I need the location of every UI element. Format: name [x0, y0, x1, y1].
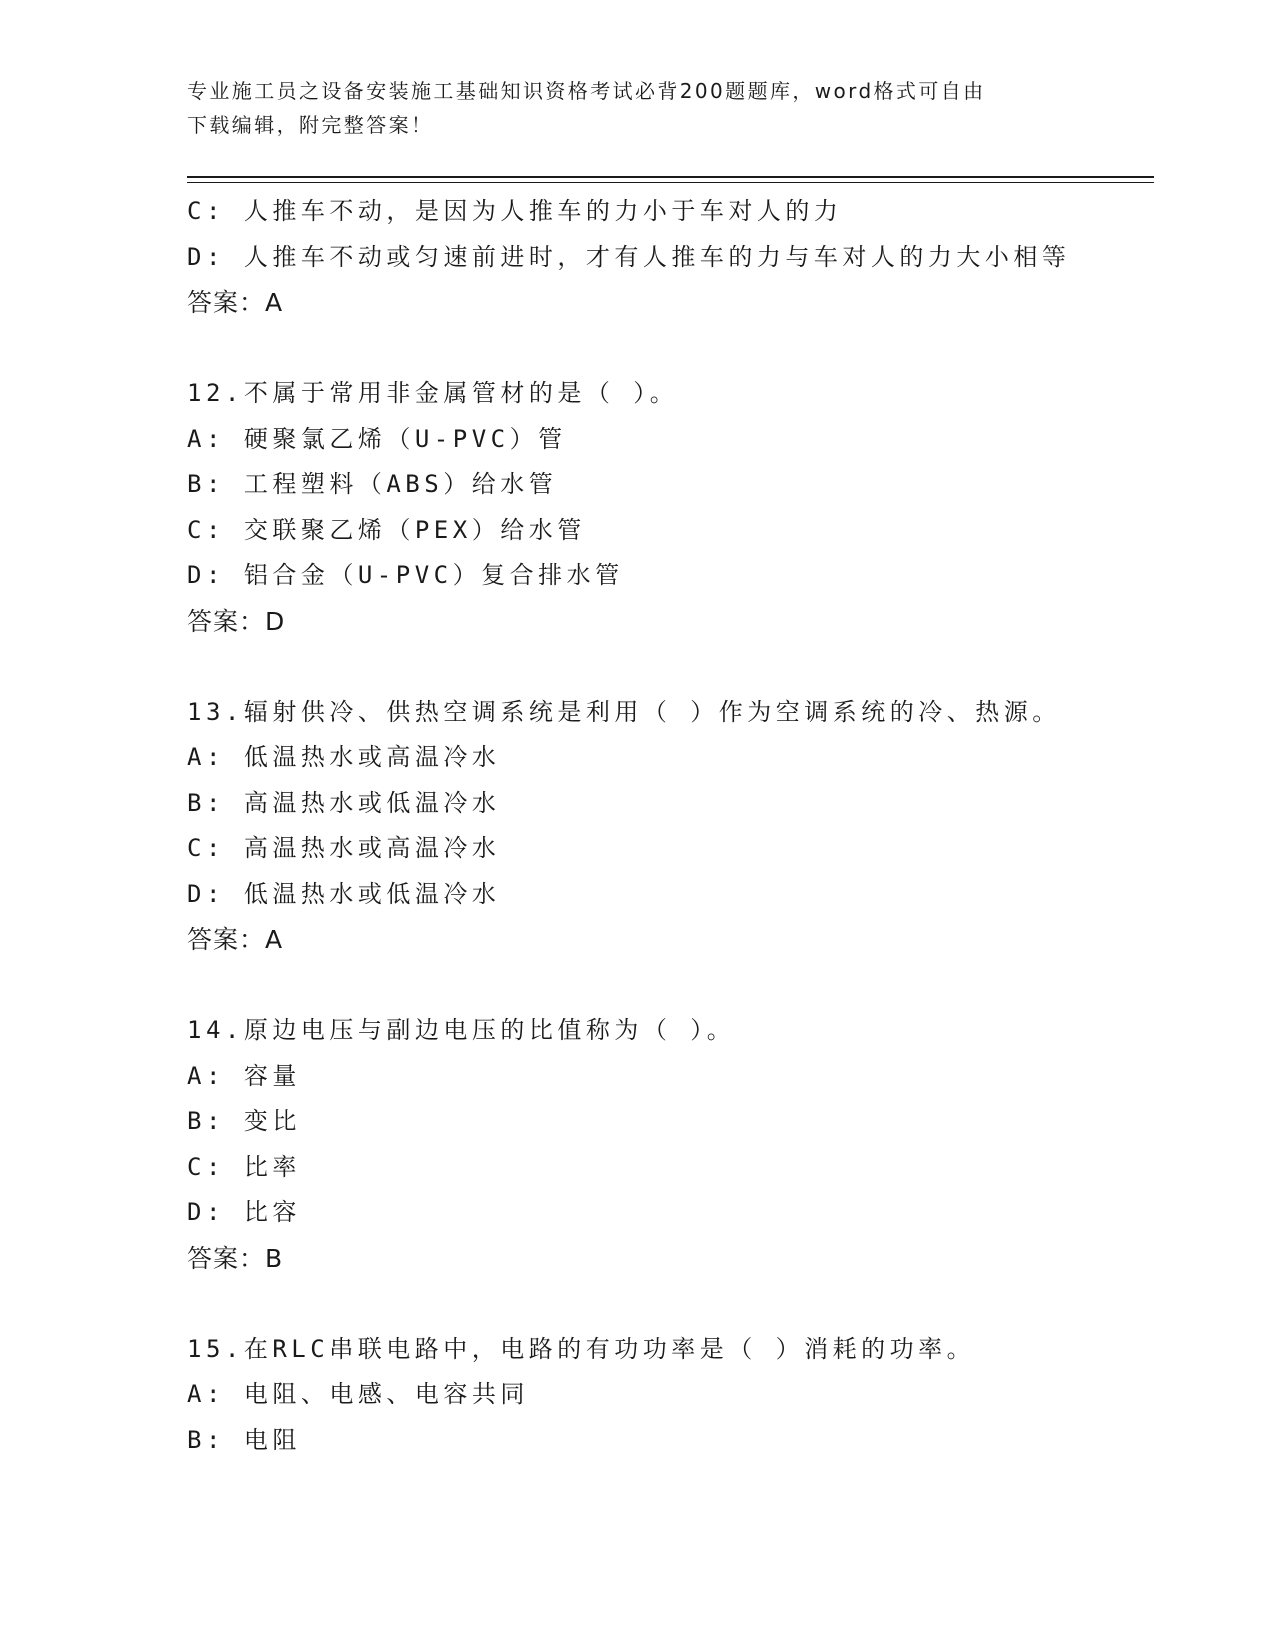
- option-d: D: 低温热水或低温冷水: [187, 879, 501, 908]
- option-b: B: 变比: [187, 1107, 301, 1135]
- option-a: A: 电阻、电感、电容共同: [187, 1380, 529, 1408]
- option-d: D: 铝合金（U-PVC）复合排水管: [187, 561, 624, 589]
- header-title-line-1: 专业施工员之设备安装施工基础知识资格考试必背200题题库，word格式可自由: [187, 79, 986, 103]
- question-list: [187, 189, 1167, 1463]
- spacer: [187, 326, 1167, 372]
- header-divider-thick: [187, 176, 1154, 178]
- spacer: [187, 963, 1167, 1009]
- answer-label: 答案：A: [187, 925, 284, 954]
- question-11-continued: [187, 189, 1167, 326]
- question-14: [187, 1008, 1167, 1281]
- answer-label: 答案：D: [187, 606, 286, 636]
- option-d: D: 比容: [187, 1198, 301, 1226]
- answer-label: 答案：A: [187, 288, 284, 317]
- option-a: A: 硬聚氯乙烯（U-PVC）管: [187, 424, 567, 453]
- option-c: C: 人推车不动，是因为人推车的力小于车对人的力: [187, 197, 843, 225]
- question-stem: 13.辐射供冷、供热空调系统是利用（ ）作为空调系统的冷、热源。: [187, 697, 1061, 726]
- option-b: B: 电阻: [187, 1425, 301, 1454]
- option-c: C: 比率: [187, 1152, 301, 1181]
- question-stem: 15.在RLC串联电路中，电路的有功功率是（ ）消耗的功率。: [187, 1334, 976, 1363]
- spacer: [187, 644, 1167, 690]
- document-header: [187, 74, 1067, 142]
- header-title-line-2: 下载编辑，附完整答案！: [187, 113, 434, 137]
- option-b: B: 高温热水或低温冷水: [187, 788, 501, 817]
- question-15: [187, 1327, 1167, 1464]
- question-stem: 14.原边电压与副边电压的比值称为（ ）。: [187, 1016, 736, 1044]
- question-13: [187, 690, 1167, 963]
- option-a: A: 容量: [187, 1061, 301, 1090]
- header-divider-thin: [187, 182, 1154, 183]
- answer-label: 答案：B: [187, 1243, 284, 1273]
- option-c: C: 高温热水或高温冷水: [187, 834, 501, 862]
- question-stem: 12.不属于常用非金属管材的是（ ）。: [187, 379, 679, 407]
- option-a: A: 低温热水或高温冷水: [187, 743, 501, 771]
- option-d: D: 人推车不动或匀速前进时，才有人推车的力与车对人的力大小相等: [187, 242, 1071, 271]
- spacer: [187, 1281, 1167, 1327]
- question-12: [187, 371, 1167, 644]
- option-b: B: 工程塑料（ABS）给水管: [187, 470, 558, 498]
- option-c: C: 交联聚乙烯（PEX）给水管: [187, 515, 586, 544]
